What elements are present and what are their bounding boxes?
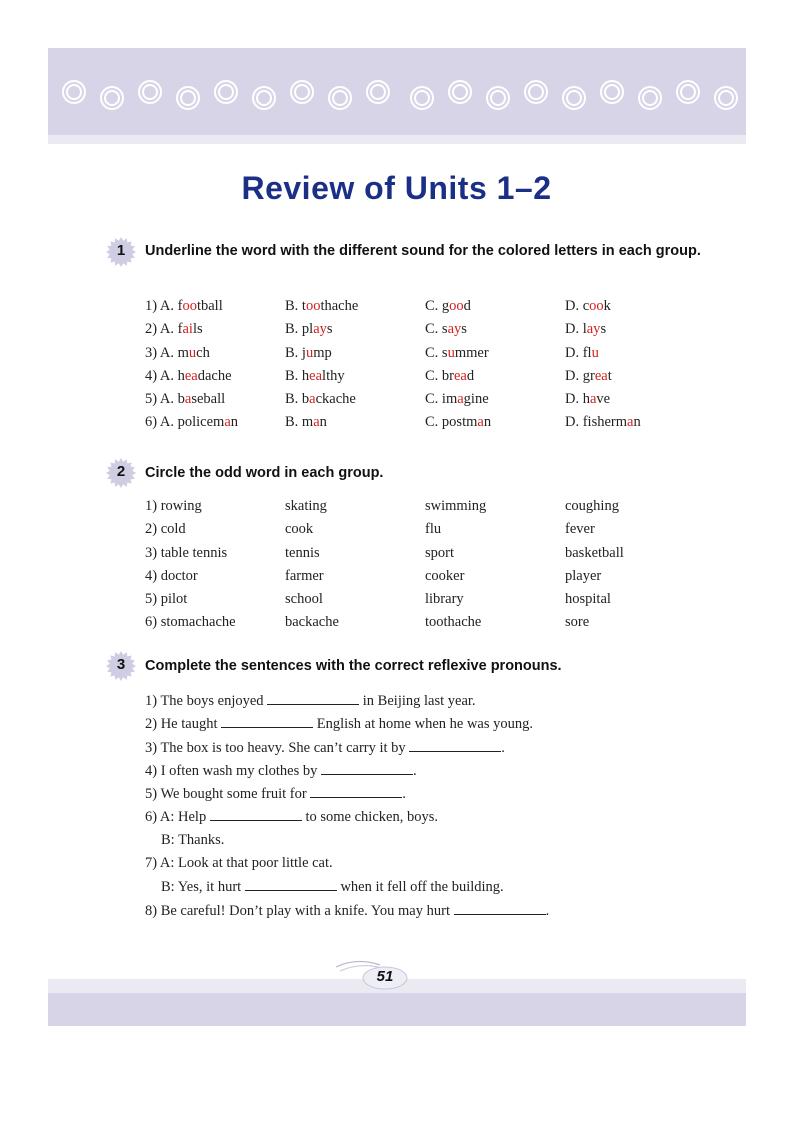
answer-blank[interactable]: [245, 878, 337, 891]
word-text: toothache: [425, 614, 482, 631]
sentence-text: 6) A: Help: [145, 809, 210, 826]
sentence-text: 7) A: Look at that poor little cat.: [145, 855, 333, 872]
ring-decoration: [219, 85, 233, 99]
highlighted-letters: a: [224, 414, 231, 431]
answer-blank[interactable]: [221, 715, 313, 728]
page-title: Review of Units 1–2: [241, 170, 552, 206]
section-2-number: 2: [116, 463, 126, 480]
word-option[interactable]: [425, 345, 489, 362]
word-text: s: [326, 321, 333, 338]
word-text: ch: [196, 344, 210, 361]
sentence-text: .: [545, 902, 550, 919]
highlighted-letters: ay: [313, 321, 327, 338]
word-text: d: [463, 298, 471, 314]
word-option[interactable]: [425, 368, 474, 385]
word-text: 2) A. f: [145, 321, 183, 338]
decorative-rings: [48, 48, 746, 135]
word-text: B. pl: [285, 321, 314, 338]
ring-decoration: [295, 85, 309, 99]
section-2-instruction: Circle the odd word in each group.: [145, 465, 384, 481]
word-text: thache: [320, 298, 359, 314]
word-option[interactable]: [285, 368, 345, 385]
ring-decoration: [105, 91, 119, 105]
word-text: sport: [425, 544, 454, 561]
section-3-number: 3: [116, 656, 126, 673]
sentence-text: 3) The box is too heavy. She can’t carry it by: [145, 739, 410, 756]
sentence-line: [145, 808, 549, 831]
word-text: C. s: [425, 321, 448, 338]
highlighted-letters: ea: [594, 367, 608, 384]
word-option[interactable]: [425, 391, 489, 408]
word-option[interactable]: [565, 345, 599, 362]
word-text: flu: [425, 521, 442, 538]
word-option[interactable]: [145, 545, 227, 562]
ring-decoration: [719, 91, 733, 105]
word-text: s: [461, 321, 467, 338]
word-text: cook: [285, 521, 314, 538]
sentence-text: to some chicken, boys.: [301, 809, 438, 826]
highlighted-letters: ay: [447, 321, 462, 338]
word-option[interactable]: [565, 391, 610, 408]
word-option[interactable]: [145, 321, 203, 338]
word-text: 5) A. b: [145, 391, 185, 408]
word-option[interactable]: [285, 545, 320, 562]
word-option[interactable]: [565, 568, 601, 585]
word-text: D. l: [565, 321, 587, 338]
word-text: B. j: [285, 344, 306, 361]
word-option[interactable]: [285, 498, 327, 515]
word-option[interactable]: [425, 321, 467, 338]
ring-decoration: [181, 91, 195, 105]
ring-decoration: [491, 91, 505, 105]
sentence-line: [145, 692, 549, 715]
highlighted-letters: ai: [182, 321, 193, 338]
word-option[interactable]: [425, 614, 481, 631]
word-option[interactable]: [145, 568, 198, 585]
word-text: B. m: [285, 414, 314, 431]
word-text: D. c: [565, 298, 590, 314]
word-option[interactable]: [565, 545, 624, 562]
word-text: lthy: [322, 367, 345, 384]
ring-decoration: [333, 91, 347, 105]
ring-decoration: [371, 85, 385, 99]
highlighted-letters: a: [589, 391, 597, 408]
word-text: sore: [565, 614, 590, 631]
sentence-text: when it fell off the building.: [336, 879, 504, 896]
sentence-line: [145, 739, 549, 762]
word-text: B. b: [285, 391, 310, 408]
word-option[interactable]: [565, 298, 611, 315]
word-text: C. br: [425, 367, 454, 384]
word-text: skating: [285, 498, 327, 514]
ring-decoration: [257, 91, 271, 105]
word-text: player: [565, 567, 602, 584]
highlighted-letters: ea: [184, 367, 198, 384]
word-text: s: [600, 321, 607, 338]
word-text: ls: [192, 321, 203, 338]
word-text: D. fisherm: [565, 414, 628, 431]
word-option[interactable]: [565, 614, 589, 631]
word-text: 5) pilot: [145, 591, 188, 608]
answer-blank[interactable]: [210, 808, 302, 821]
word-option[interactable]: [285, 568, 324, 585]
word-text: n: [319, 414, 327, 431]
word-option[interactable]: [425, 298, 471, 315]
word-text: D. fl: [565, 344, 592, 361]
highlighted-letters: ea: [454, 367, 467, 384]
word-option[interactable]: [285, 391, 356, 408]
footer-band: [48, 993, 746, 1026]
ring-decoration: [453, 85, 467, 99]
header-band: [48, 48, 746, 135]
sentence-line: [145, 878, 549, 901]
sentence-text: B: Yes, it hurt: [161, 879, 245, 896]
word-text: gine: [463, 391, 489, 408]
word-option[interactable]: [565, 368, 612, 385]
sentence-line: [145, 902, 549, 925]
ring-decoration: [567, 91, 581, 105]
word-text: dache: [197, 367, 232, 384]
word-text: 4) A. h: [145, 367, 185, 384]
highlighted-letters: oo: [589, 298, 604, 314]
word-text: D. gr: [565, 367, 595, 384]
answer-blank[interactable]: [310, 785, 402, 798]
word-text: d: [466, 367, 475, 384]
word-text: B. h: [285, 367, 310, 384]
word-text: D. h: [565, 391, 590, 408]
sentence-line: [145, 715, 549, 738]
ring-decoration: [643, 91, 657, 105]
word-text: C. postm: [425, 414, 478, 431]
word-option[interactable]: [285, 345, 332, 362]
word-text: hospital: [565, 591, 611, 608]
sentence-text: .: [402, 786, 406, 803]
word-option[interactable]: [425, 521, 441, 538]
word-option[interactable]: [145, 368, 232, 385]
highlighted-letters: a: [627, 414, 634, 431]
word-option[interactable]: [425, 591, 464, 608]
highlighted-letters: u: [591, 344, 599, 361]
section-1-badge: [106, 237, 136, 267]
word-text: swimming: [425, 498, 487, 514]
word-option[interactable]: [145, 614, 236, 631]
ring-decoration: [681, 85, 695, 99]
word-text: n: [633, 414, 641, 431]
answer-blank[interactable]: [454, 902, 546, 915]
word-text: 3) A. m: [145, 344, 189, 361]
ring-decoration: [143, 85, 157, 99]
word-option[interactable]: [145, 521, 186, 538]
word-text: tball: [196, 298, 223, 314]
highlighted-letters: a: [477, 414, 484, 431]
word-text: n: [230, 414, 239, 431]
highlighted-letters: a: [313, 414, 320, 431]
answer-blank[interactable]: [321, 762, 413, 775]
ring-decoration: [67, 85, 81, 99]
word-option[interactable]: [285, 298, 358, 315]
word-text: 2) cold: [145, 521, 186, 538]
word-text: coughing: [565, 498, 619, 514]
word-text: C. im: [425, 391, 458, 408]
section-3-badge: [106, 651, 136, 681]
word-option[interactable]: [285, 414, 327, 431]
word-option[interactable]: [565, 521, 595, 538]
word-text: school: [285, 591, 323, 608]
word-option[interactable]: [145, 591, 187, 608]
word-text: basketball: [565, 544, 624, 561]
word-text: mp: [313, 344, 332, 361]
highlighted-letters: a: [309, 391, 316, 408]
sentence-text: .: [501, 739, 505, 756]
sentence-line: [145, 785, 549, 808]
highlighted-letters: a: [184, 391, 192, 408]
section-1-instruction: Underline the word with the different sound for the colored letters in each group.: [145, 243, 701, 259]
sentence-text: 5) We bought some fruit for: [145, 786, 311, 803]
word-text: t: [607, 367, 612, 384]
sentence-line: [145, 832, 549, 855]
sentence-text: .: [412, 762, 417, 779]
highlighted-letters: a: [457, 391, 464, 408]
sentence-text: English at home when he was young.: [313, 716, 533, 733]
word-text: mmer: [454, 344, 489, 361]
highlighted-letters: oo: [449, 298, 464, 314]
word-text: 4) doctor: [145, 567, 198, 584]
word-text: C. g: [425, 298, 450, 314]
highlighted-letters: oo: [305, 298, 321, 314]
word-text: ckache: [315, 391, 356, 408]
sentence-text: 2) He taught: [145, 716, 222, 733]
word-text: ve: [596, 391, 611, 408]
word-text: library: [425, 591, 464, 608]
word-text: n: [483, 414, 492, 431]
word-option[interactable]: [285, 591, 323, 608]
highlighted-letters: oo: [182, 298, 197, 314]
word-option[interactable]: [565, 414, 641, 431]
sentence-text: 4) I often wash my clothes by: [145, 762, 321, 779]
word-option[interactable]: [285, 521, 313, 538]
word-option[interactable]: [425, 545, 454, 562]
word-option[interactable]: [145, 298, 223, 315]
answer-blank[interactable]: [409, 739, 501, 752]
section-2-badge: [106, 458, 136, 488]
ring-decoration: [605, 85, 619, 99]
word-text: 1) rowing: [145, 498, 202, 514]
word-text: cooker: [425, 567, 465, 584]
word-option[interactable]: [145, 498, 202, 515]
word-option[interactable]: [285, 321, 333, 338]
section-1-number: 1: [116, 242, 126, 259]
ring-decoration: [529, 85, 543, 99]
word-text: 1) A. f: [145, 298, 183, 314]
word-text: 3) table tennis: [145, 544, 228, 561]
word-text: backache: [285, 614, 339, 631]
highlighted-letters: ea: [309, 367, 323, 384]
page-number-badge: [332, 955, 412, 995]
word-option[interactable]: [145, 345, 210, 362]
word-option[interactable]: [285, 614, 339, 631]
word-text: k: [603, 298, 611, 314]
word-text: C. s: [425, 344, 448, 361]
word-text: tennis: [285, 544, 320, 561]
word-option[interactable]: [565, 321, 606, 338]
ring-decoration: [415, 91, 429, 105]
highlighted-letters: u: [188, 344, 197, 361]
section-3-instruction: Complete the sentences with the correct reflexive pronouns.: [145, 658, 562, 674]
sentence-text: 8) Be careful! Don’t play with a knife. You may hurt: [145, 902, 454, 919]
word-option[interactable]: [145, 414, 238, 431]
highlighted-letters: u: [305, 344, 314, 361]
section-3-sentences: [145, 692, 549, 925]
word-option[interactable]: [565, 591, 611, 608]
highlighted-letters: u: [447, 344, 455, 361]
word-option[interactable]: [425, 414, 491, 431]
word-text: farmer: [285, 567, 324, 584]
word-text: 6) A. policem: [145, 414, 225, 431]
answer-blank[interactable]: [267, 692, 359, 705]
sentence-line: [145, 762, 549, 785]
sentence-text: in Beijing last year.: [359, 693, 476, 709]
page-number: 51: [376, 968, 394, 985]
sentence-text: 1) The boys enjoyed: [145, 693, 268, 709]
word-text: 6) stomachache: [145, 614, 236, 631]
word-option[interactable]: [425, 568, 464, 585]
word-option[interactable]: [145, 391, 225, 408]
word-text: seball: [191, 391, 226, 408]
sentence-text: B: Thanks.: [161, 831, 225, 848]
header-strip: [48, 135, 746, 144]
word-text: fever: [565, 521, 595, 538]
highlighted-letters: ay: [586, 321, 601, 338]
word-option[interactable]: [425, 498, 486, 515]
word-text: B. t: [285, 298, 306, 314]
word-option[interactable]: [565, 498, 619, 515]
sentence-line: [145, 855, 549, 878]
